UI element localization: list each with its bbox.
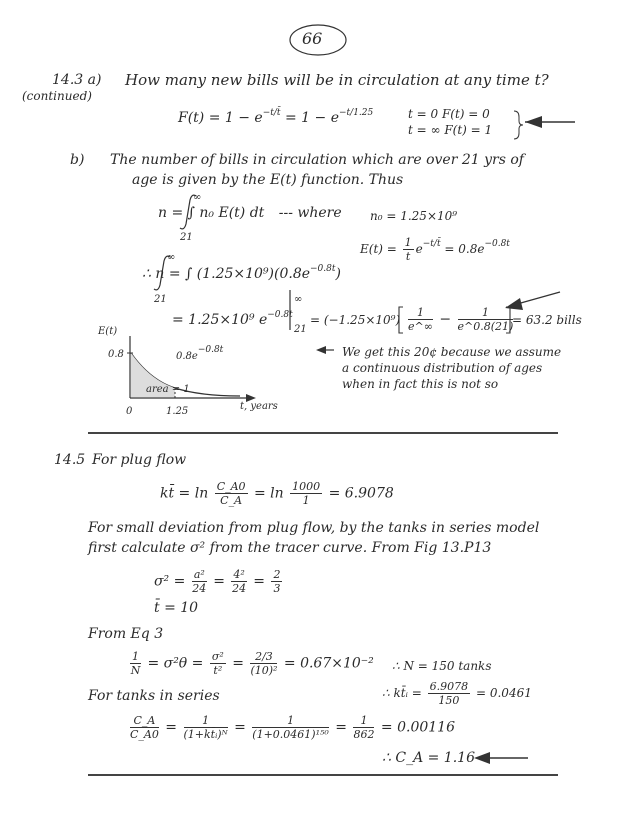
n-equation: $\frac{1}{N}$ = σ²θ = $\frac{\text{σ²}}{\text{t̄²}}$ = $\frac{2/3}{\text{(10)²}}$ = 0.67×10⁻² xyxy=(130,650,374,677)
boundary-condition: t = ∞ F(t) = 1 xyxy=(408,123,493,137)
arrow-left-icon xyxy=(316,346,334,354)
paragraph-line: age is given by the E(t) function. Thus xyxy=(132,172,404,188)
graph-xlabel: t, years xyxy=(240,401,278,412)
ca-final: ∴ C_A = 1.16 xyxy=(382,750,475,766)
graph-area-label: area = 1 xyxy=(146,384,190,395)
paragraph-line: first calculate σ² from the tracer curve. From Fig 13.P13 xyxy=(88,540,492,556)
paragraph-line: The number of bills in circulation which are over 21 yrs of xyxy=(110,152,524,168)
kti-equation: ∴ kt̄ᵢ = $\frac{6.9078}{150}$ = 0.0461 xyxy=(382,680,532,707)
section-divider xyxy=(88,432,558,434)
note-line: We get this 20¢ because we assume xyxy=(342,345,562,359)
arrow-left-icon xyxy=(474,752,528,764)
evaluation-lhs: = 1.25×10⁹ $e^{-0.8t}$ xyxy=(172,310,293,328)
continued-label: (continued) xyxy=(22,89,92,103)
n-tanks: ∴ N = 150 tanks xyxy=(392,659,492,673)
lower-limit: 21 xyxy=(154,294,167,305)
note-line: a continuous distribution of ages xyxy=(342,361,543,375)
note-line: when in fact this is not so xyxy=(342,377,499,391)
kt-equation: kt̄ = ln $\frac{C\_A0}{C\_A}$ = ln $\frac{1000}{1}$ = 6.9078 xyxy=(160,480,394,507)
paragraph-line: For tanks in series xyxy=(88,688,220,704)
graph-y-tick: 0.8 xyxy=(108,349,124,360)
graph-ylabel: E(t) xyxy=(98,326,118,337)
integral-substituted: ∴ n = ∫ $(1.25\times 10^9)(0.8e^{-0.8t})$ xyxy=(142,264,341,282)
paragraph-line: For small deviation from plug flow, by the tanks in series model xyxy=(88,520,540,536)
question-text: How many new bills will be in circulation at any time t? xyxy=(125,71,549,89)
upper-limit: ∞ xyxy=(193,192,202,203)
integral-n: n = ∫ n₀ E(t) dt --- where xyxy=(158,205,342,221)
paragraph-line: From Eq 3 xyxy=(88,626,164,642)
evaluation-mid: = (−1.25×10⁹) xyxy=(310,313,401,327)
formula-ft: $F(t) = 1 - e^{-t/t̄} = 1 - e^{-t/1.25}$ xyxy=(178,108,374,126)
evaluation-result: = 63.2 bills xyxy=(512,313,582,327)
upper-limit: ∞ xyxy=(167,252,176,263)
paragraph-line: For plug flow xyxy=(92,452,187,468)
graph-x-tick: 0 xyxy=(126,406,133,417)
evaluation-fractions: $\frac{1}{e\^{}\infty}$ − $\frac{1}{e\^{}0.8(21)}$ xyxy=(408,306,514,333)
brace xyxy=(514,111,523,139)
part-label: b) xyxy=(70,152,85,168)
tbar-value: t̄ = 10 xyxy=(154,600,199,616)
upper-limit: ∞ xyxy=(294,294,303,305)
n0-definition: n₀ = 1.25×10⁹ xyxy=(370,209,458,223)
problem-label: 14.5 xyxy=(54,452,86,468)
graph-x-tick: 1.25 xyxy=(166,406,189,417)
problem-label: 14.3 a) xyxy=(52,72,102,88)
section-divider xyxy=(88,774,558,776)
page-number: 66 xyxy=(302,29,323,48)
e-definition: E(t) = $\frac{1}{t̄}$ $e^{-t/t̄} = 0.8e^{-0.8t}$ xyxy=(360,236,510,263)
lower-limit: 21 xyxy=(180,232,193,243)
sigma-equation: σ² = $\frac{\text{a²}}{24}$ = $\frac{\text{4²}}{24}$ = $\frac{2}{3}$ xyxy=(154,568,281,595)
boundary-condition: t = 0 F(t) = 0 xyxy=(408,107,490,121)
ca-equation: $\frac{C\_A}{C\_A0}$ = $\frac{1}{\text{(1+kt̄ᵢ)ᴺ}}$ = $\frac{1}{\text{(1+0.0461)¹⁵⁰}}$ = $\frac{1}{862}$ = 0.00116 xyxy=(130,714,455,741)
lower-limit: 21 xyxy=(294,324,307,335)
arrow-left-icon xyxy=(525,116,575,128)
graph-curve-label: 0.8e−0.8t xyxy=(176,345,224,362)
